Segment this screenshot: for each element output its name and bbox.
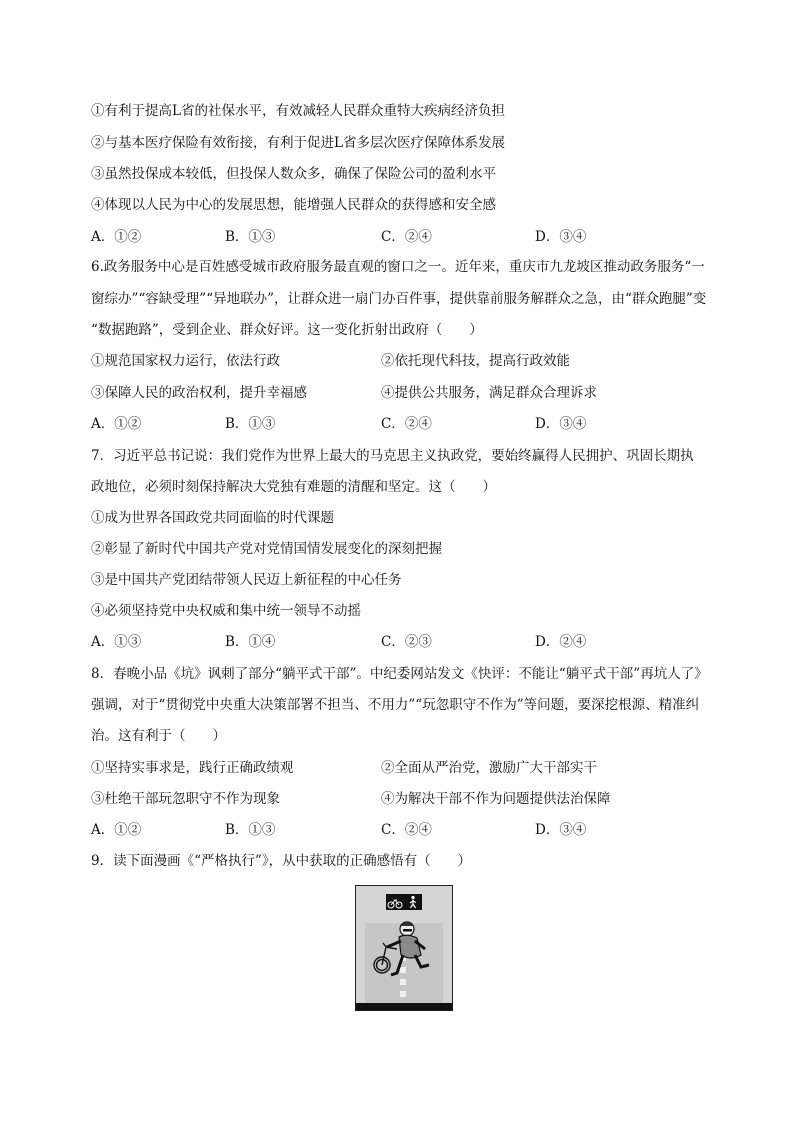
q7-item-1: ①成为世界各国政党共同面临的时代课题	[91, 510, 334, 526]
option-b[interactable]: B．①④	[225, 634, 276, 650]
q5-item-2: ②与基本医疗保险有效衔接，有利于促进L省多层次医疗保障体系发展	[91, 135, 505, 151]
option-b[interactable]: B．①③	[225, 229, 276, 245]
q5-item-1: ①有利于提高L省的社保水平，有效减轻人民群众重特大疾病经济负担	[91, 103, 505, 119]
q7-stem-line-1: 7．习近平总书记说：我们党作为世界上最大的马克思主义执政党，要始终赢得人民拥护、巩固长期执	[91, 448, 694, 464]
q8-item-1: ①坚持实事求是，践行正确政绩观	[91, 760, 294, 776]
pedestrian-sign-icon	[404, 894, 422, 910]
option-d[interactable]: D．③④	[535, 229, 587, 245]
q7-item-3: ③是中国共产党团结带领人民迈上新征程的中心任务	[91, 572, 402, 588]
q7-item-2: ②彰显了新时代中国共产党对党情国情发展变化的深刻把握	[91, 541, 442, 557]
option-d[interactable]: D．③④	[535, 822, 587, 838]
q6-item-3: ③保障人民的政治权利，提升幸福感	[91, 385, 307, 401]
q8-item-2: ②全面从严治党，激励广大干部实干	[381, 760, 597, 776]
option-a[interactable]: A．①②	[91, 416, 142, 432]
q6-stem-line-3: “数据跑路”，受到企业、群众好评。这一变化折射出政府（ ）	[91, 322, 483, 338]
q8-stem-line-3: 治。这有利于（ ）	[91, 728, 226, 744]
option-a[interactable]: A．①②	[91, 229, 142, 245]
q7-item-4: ④必须坚持党中央权威和集中统一领导不动摇	[91, 603, 361, 619]
q7-stem-line-2: 政地位，必须时刻保持解决大党独有难题的清醒和坚定。这（ ）	[91, 479, 496, 495]
option-c[interactable]: C．②④	[381, 229, 432, 245]
q6-item-4: ④提供公共服务，满足群众合理诉求	[381, 385, 597, 401]
q8-item-4: ④为解决干部不作为问题提供法治保障	[381, 791, 611, 807]
option-c[interactable]: C．②④	[381, 822, 432, 838]
q9-stem: 9．读下面漫画《“严格执行”》，从中获取的正确感悟有（ ）	[91, 853, 472, 869]
q5-item-3: ③虽然投保成本较低，但投保人数众多，确保了保险公司的盈利水平	[91, 166, 496, 182]
q6-item-2: ②依托现代科技，提高行政效能	[381, 353, 570, 369]
option-b[interactable]: B．①③	[225, 416, 276, 432]
option-a[interactable]: A．①②	[91, 822, 142, 838]
q6-stem-line-2: 窗综办”“容缺受理”“异地联办”，让群众进一扇门办百件事，提供靠前服务解群众之急，由“群众跑腿”变	[91, 291, 707, 307]
q8-stem-line-1: 8．春晚小品《坑》讽刺了部分“躺平式干部”。中纪委网站发文《快评：不能让“躺平式干部”再坑人了》	[91, 666, 708, 682]
option-d[interactable]: D．②④	[535, 634, 587, 650]
option-d[interactable]: D．③④	[535, 416, 587, 432]
q6-stem-line-1: 6.政务服务中心是百姓感受城市政府服务最直观的窗口之一。近年来，重庆市九龙坡区推动政务服务“一	[91, 259, 705, 275]
q6-item-1: ①规范国家权力运行，依法行政	[91, 353, 280, 369]
q8-item-3: ③杜绝干部玩忽职守不作为现象	[91, 791, 280, 807]
q8-stem-line-2: 强调，对于“贯彻党中央重大决策部署不担当、不用力”“玩忽职守不作为”等问题，要深挖根源、精准纠	[91, 697, 700, 713]
option-c[interactable]: C．②④	[381, 416, 432, 432]
option-c[interactable]: C．②③	[381, 634, 432, 650]
q5-item-4: ④体现以人民为中心的发展思想，能增强人民群众的获得感和安全感	[91, 197, 496, 213]
option-a[interactable]: A．①③	[91, 634, 142, 650]
bicycle-sign-icon	[386, 894, 404, 910]
option-b[interactable]: B．①③	[225, 822, 276, 838]
cartoon-man-pushing-bicycle-icon	[355, 885, 453, 1011]
